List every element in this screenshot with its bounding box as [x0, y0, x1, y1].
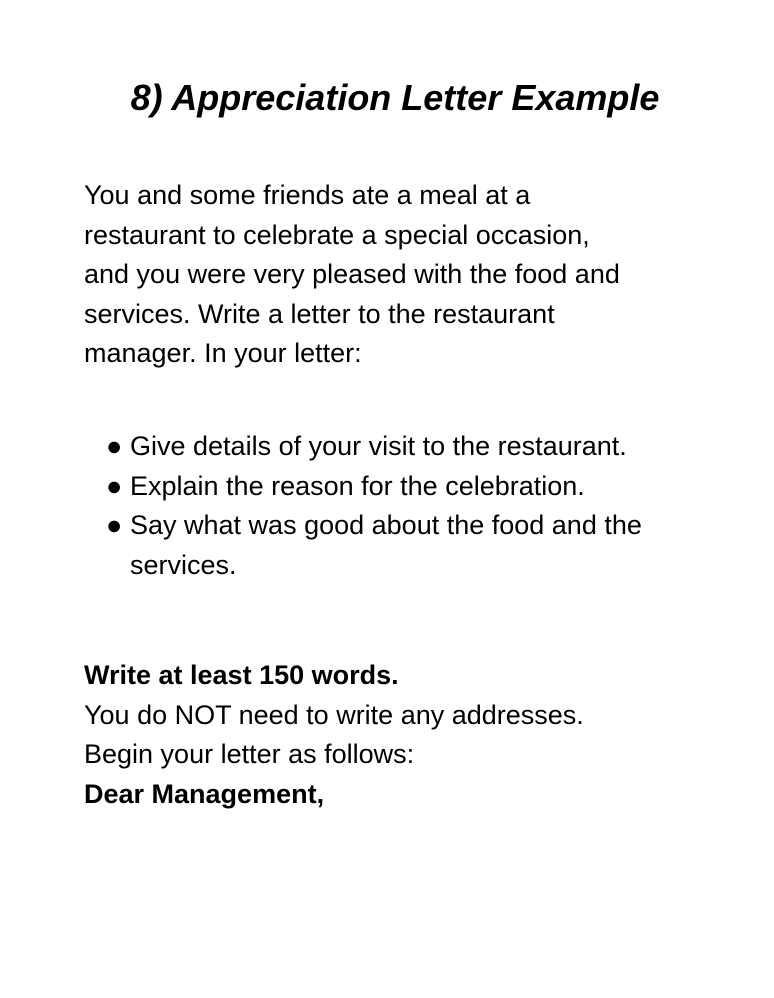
prompt-line: services. Write a letter to the restaurant — [84, 298, 555, 329]
page-title: 8) Appreciation Letter Example — [130, 77, 660, 118]
prompt-line: manager. In your letter: — [84, 338, 362, 368]
bullet-item — [106, 467, 726, 507]
task-bullet-list — [106, 427, 726, 585]
bullet-icon: ● — [106, 431, 123, 461]
prompt-line: and you were very pleased with the food and — [84, 259, 620, 289]
begin-instruction: Begin your letter as follows: — [84, 739, 415, 769]
prompt-line: You and some friends ate a meal at a — [84, 180, 531, 210]
salutation: Dear Management, — [84, 778, 325, 809]
prompt-line: restaurant to celebrate a special occasion, — [84, 219, 590, 250]
task-prompt — [84, 176, 724, 374]
bullet-icon: ● — [106, 470, 123, 501]
bullet-text: Give details of your visit to the restaurant. — [130, 431, 627, 461]
bullet-item — [106, 427, 726, 467]
bullet-item — [106, 506, 726, 585]
bullet-text: Explain the reason for the celebration. — [130, 470, 585, 501]
bullet-icon: ● — [106, 510, 123, 540]
instructions-block — [84, 656, 744, 814]
addresses-instruction: You do NOT need to write any addresses. — [84, 699, 584, 730]
bullet-text: Say what was good about the food and the services. — [130, 510, 642, 580]
word-count-instruction: Write at least 150 words. — [84, 660, 399, 690]
